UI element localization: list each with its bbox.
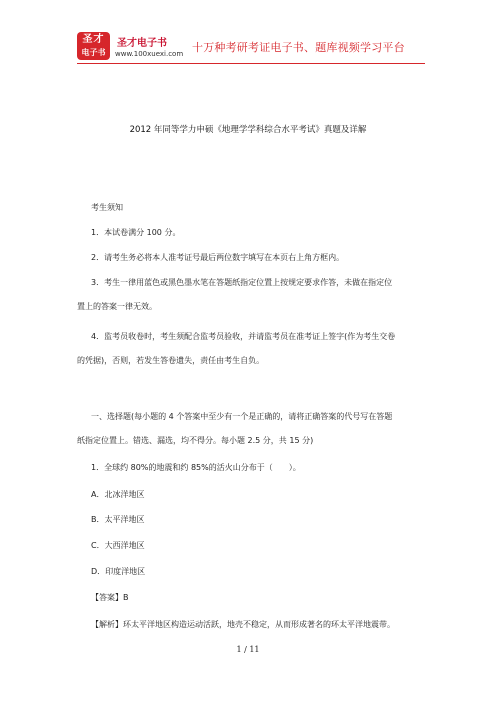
notice-item-4-line-2: 的凭据)，否则，若发生答卷遗失，责任由考生自负。	[77, 356, 265, 365]
question-1-answer: 【答案】B	[91, 593, 129, 602]
page-header	[0, 0, 496, 66]
header-divider	[77, 63, 425, 64]
notice-item-3-line-1: 3．考生一律用蓝色或黑色墨水笔在答题纸指定位置上按规定要求作答，未做在指定位	[91, 278, 393, 287]
section-1-heading-line-1: 一、选择题(每小题的 4 个答案中至少有一个是正确的，请将正确答案的代号写在答题	[91, 412, 393, 421]
question-1-option-d: D．印度洋地区	[91, 567, 146, 576]
question-1-explanation: 【解析】环太平洋地区构造运动活跃，地壳不稳定，从而形成著名的环太平洋地震带。	[91, 620, 395, 629]
notice-item-3-line-2: 置上的答案一律无效。	[77, 302, 157, 311]
brand-logo	[77, 32, 110, 60]
notice-item-2: 2．请考生务必将本人准考证号最后两位数字填写在本页右上角方框内。	[91, 253, 345, 262]
brand-url: www.100xuexi.com	[115, 50, 184, 58]
section-1-heading-line-2: 纸指定位置上。错选、漏选，均不得分。每小题 2.5 分，共 15 分)	[77, 436, 314, 445]
header-slogan: 十万种考研考证电子书、题库视频学习平台	[192, 41, 405, 54]
logo-text-bottom: 电子书	[81, 48, 106, 57]
logo-text-top: 圣才	[82, 34, 105, 45]
question-1-option-c: C．大西洋地区	[91, 541, 145, 550]
document-title: 2012 年同等学力申硕《地理学学科综合水平考试》真题及详解	[129, 125, 367, 135]
notice-item-4-line-1: 4．监考员收卷时，考生须配合监考员验收，并请监考员在准考证上签字(作为考生交卷	[91, 332, 396, 341]
notice-heading: 考生须知	[91, 203, 123, 212]
question-1-option-b: B．太平洋地区	[91, 515, 145, 524]
brand-name: 圣才电子书	[117, 38, 167, 49]
question-1-stem: 1．全球约 80%的地震和约 85%的活火山分布于（ ）。	[91, 463, 301, 472]
question-1-option-a: A．北冰洋地区	[91, 490, 145, 499]
page-number: 1 / 11	[236, 645, 260, 654]
notice-item-1: 1．本试卷满分 100 分。	[91, 228, 181, 237]
